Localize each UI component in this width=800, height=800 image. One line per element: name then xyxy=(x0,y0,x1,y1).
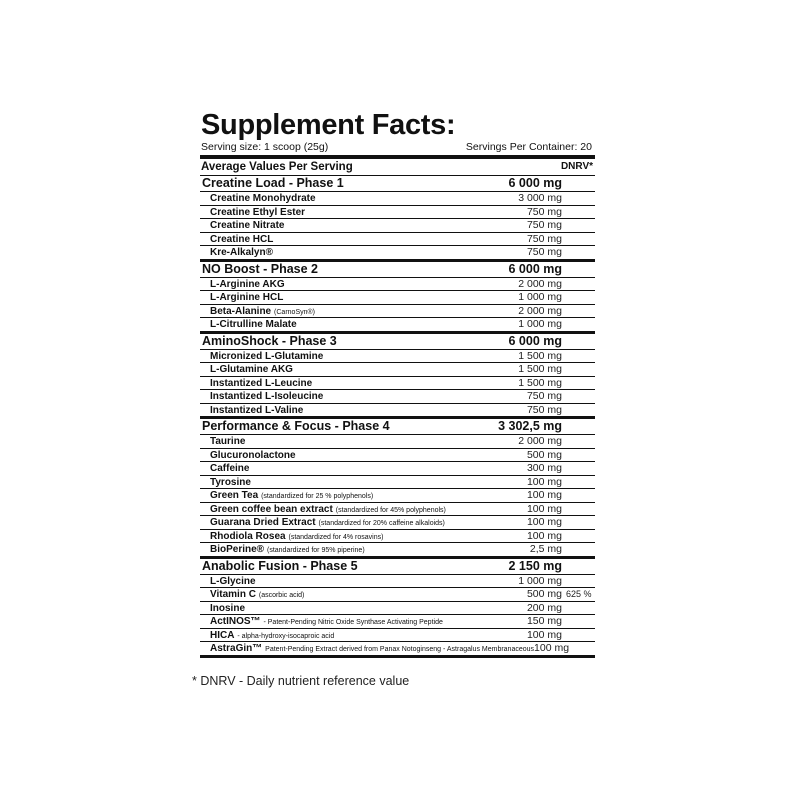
section-phase-4 xyxy=(200,419,595,559)
ingredient-amount: 1 000 mg xyxy=(518,291,562,303)
ingredient-label xyxy=(200,629,472,642)
ingredient-note: (standardized for 45% polyphenols) xyxy=(335,506,446,514)
ingredient-name: Creatine Ethyl Ester xyxy=(210,206,306,218)
avg-values-label: Average Values Per Serving xyxy=(201,161,353,173)
ingredient-note: (standardized for 4% rosavins) xyxy=(288,533,384,541)
ingredient-amount: 2 000 mg xyxy=(518,277,562,290)
ingredient-name: Vitamin C xyxy=(210,589,256,600)
ingredient-label xyxy=(200,530,472,543)
ingredient-amount: 1 500 mg xyxy=(518,363,562,375)
ingredient-name: L-Arginine AKG xyxy=(210,278,285,290)
ingredient-label xyxy=(200,642,534,655)
ingredient-label xyxy=(200,219,472,232)
section-header xyxy=(200,176,595,192)
ingredient-row xyxy=(200,233,595,247)
ingredient-row xyxy=(200,516,595,530)
ingredient-amount: 1 500 mg xyxy=(518,349,562,362)
ingredient-label xyxy=(200,543,472,556)
ingredient-dnrv: 625 % xyxy=(566,589,592,599)
section-phase-5 xyxy=(200,559,595,658)
ingredient-label xyxy=(200,516,472,529)
ingredient-note: - alpha-hydroxy-isocaproic acid xyxy=(237,632,335,640)
ingredient-name: Creatine Monohydrate xyxy=(210,193,316,204)
ingredient-row xyxy=(200,449,595,463)
ingredient-amount: 150 mg xyxy=(526,615,562,627)
ingredient-name: BioPerine® xyxy=(210,544,265,555)
ingredient-note: (ascorbic acid) xyxy=(258,592,305,599)
ingredient-row xyxy=(200,615,595,629)
section-name: AminoShock - Phase 3 xyxy=(202,333,337,348)
ingredient-name: Creatine Nitrate xyxy=(210,220,285,231)
section-header xyxy=(200,334,595,350)
section-phase-3 xyxy=(200,334,595,420)
ingredient-amount: 200 mg xyxy=(526,601,562,614)
ingredient-amount: 100 mg xyxy=(526,502,562,515)
section-name: NO Boost - Phase 2 xyxy=(202,261,318,276)
ingredient-amount: 500 mg xyxy=(526,448,562,461)
section-name: Anabolic Fusion - Phase 5 xyxy=(202,558,358,573)
ingredient-amount: 750 mg xyxy=(526,219,562,231)
ingredient-row xyxy=(200,530,595,544)
section-phase-2 xyxy=(200,262,595,334)
ingredient-amount: 100 mg xyxy=(526,489,562,501)
ingredient-row xyxy=(200,489,595,503)
ingredient-name: L-Glycine xyxy=(210,575,256,587)
ingredient-name: Taurine xyxy=(210,436,246,447)
ingredient-amount: 750 mg xyxy=(526,390,562,402)
dnrv-header: DNRV* xyxy=(560,161,593,172)
ingredient-row xyxy=(200,575,595,589)
ingredient-row xyxy=(200,435,595,449)
ingredient-label xyxy=(200,462,472,475)
ingredient-amount: 1 000 mg xyxy=(518,318,562,330)
ingredient-row xyxy=(200,476,595,490)
section-name: Creatine Load - Phase 1 xyxy=(202,176,344,190)
ingredient-label xyxy=(200,318,472,331)
section-total: 6 000 mg xyxy=(508,261,562,276)
ingredient-row xyxy=(200,305,595,319)
ingredient-amount: 2 000 mg xyxy=(518,304,562,317)
ingredient-label xyxy=(200,575,472,588)
ingredient-note: (standardized for 95% piperine) xyxy=(266,547,365,554)
ingredient-amount: 1 500 mg xyxy=(518,376,562,389)
ingredient-label xyxy=(200,602,472,615)
panel-title: Supplement Facts: xyxy=(201,109,456,141)
sections-container xyxy=(200,176,595,658)
ingredient-row xyxy=(200,543,595,556)
ingredient-name: Guarana Dried Extract xyxy=(210,517,316,528)
ingredient-label xyxy=(200,192,472,205)
ingredient-row xyxy=(200,291,595,305)
ingredient-amount: 300 mg xyxy=(526,462,562,474)
section-total: 6 000 mg xyxy=(508,333,562,348)
ingredient-name: ActINOS™ xyxy=(210,616,261,627)
section-phase-1 xyxy=(200,176,595,262)
ingredient-name: Inosine xyxy=(210,602,246,614)
section-name: Performance & Focus - Phase 4 xyxy=(202,419,390,433)
section-header xyxy=(200,559,595,575)
ingredient-name: Creatine HCL xyxy=(210,233,274,245)
section-total: 6 000 mg xyxy=(508,176,562,190)
ingredient-row xyxy=(200,363,595,377)
ingredient-row xyxy=(200,206,595,220)
ingredient-amount: 100 mg xyxy=(526,516,562,528)
ingredient-name: L-Citrulline Malate xyxy=(210,319,297,330)
ingredient-note: (standardized for 25 % polyphenols) xyxy=(261,493,374,500)
ingredient-amount: 100 mg xyxy=(526,628,562,641)
ingredient-amount: 100 mg xyxy=(534,642,570,654)
ingredient-row xyxy=(200,246,595,259)
ingredient-amount: 500 mg xyxy=(526,588,562,600)
ingredient-amount: 750 mg xyxy=(526,403,562,416)
ingredient-row xyxy=(200,318,595,331)
ingredient-row xyxy=(200,350,595,364)
ingredient-label xyxy=(200,246,472,259)
ingredient-label xyxy=(200,233,472,246)
ingredient-row xyxy=(200,602,595,616)
section-total: 2 150 mg xyxy=(508,558,562,573)
ingredient-row xyxy=(200,588,595,602)
ingredient-row xyxy=(200,404,595,417)
ingredient-label xyxy=(200,476,472,489)
ingredient-row xyxy=(200,192,595,206)
ingredient-label xyxy=(200,305,472,318)
ingredient-label xyxy=(200,503,472,516)
serving-info xyxy=(200,140,595,159)
ingredient-name: AstraGin™ xyxy=(210,643,263,654)
ingredient-name: Instantized L-Leucine xyxy=(210,377,313,389)
ingredient-note: Patent-Pending Extract derived from Panax Notoginseng - Astragalus Membranaceous xyxy=(265,646,535,653)
ingredient-name: Green Tea xyxy=(210,490,259,501)
ingredient-label xyxy=(200,435,472,448)
ingredient-amount: 750 mg xyxy=(526,246,562,258)
ingredient-amount: 100 mg xyxy=(526,529,562,542)
ingredient-name: Beta-Alanine xyxy=(210,305,272,317)
ingredient-label xyxy=(200,278,472,291)
section-total: 3 302,5 mg xyxy=(498,419,562,433)
ingredient-name: Micronized L-Glutamine xyxy=(210,350,324,362)
supplement-facts-panel xyxy=(200,110,595,658)
ingredient-name: HICA xyxy=(210,629,235,641)
serving-size: Serving size: 1 scoop (25g) xyxy=(201,141,329,153)
ingredient-label xyxy=(200,489,472,502)
ingredient-row xyxy=(200,462,595,476)
servings-per-container: Servings Per Container: 20 xyxy=(465,141,592,153)
section-header xyxy=(200,262,595,278)
ingredient-name: Kre-Alkalyn® xyxy=(210,247,273,258)
ingredient-note: (standardized for 20% caffeine alkaloids) xyxy=(318,520,445,527)
ingredient-label xyxy=(200,377,472,390)
ingredient-row xyxy=(200,629,595,643)
ingredient-amount: 750 mg xyxy=(526,232,562,245)
ingredient-amount: 3 000 mg xyxy=(518,192,562,204)
ingredient-note: - Patent-Pending Nitric Oxide Synthase Activating Peptide xyxy=(263,619,443,626)
ingredient-row xyxy=(200,278,595,292)
ingredient-amount: 2 000 mg xyxy=(518,435,562,447)
ingredient-amount: 750 mg xyxy=(526,205,562,218)
ingredient-amount: 1 000 mg xyxy=(518,574,562,587)
ingredient-row xyxy=(200,503,595,517)
ingredient-label xyxy=(200,390,472,403)
ingredient-label xyxy=(200,291,472,304)
ingredient-name: Tyrosine xyxy=(210,476,251,488)
ingredient-row xyxy=(200,390,595,404)
ingredient-name: Instantized L-Isoleucine xyxy=(210,391,324,402)
footnote: * DNRV - Daily nutrient reference value xyxy=(192,674,410,688)
ingredient-amount: 100 mg xyxy=(526,475,562,488)
ingredient-label xyxy=(200,588,472,601)
ingredient-note: (CarnoSyn®) xyxy=(274,308,315,316)
ingredient-label xyxy=(200,615,472,628)
ingredient-name: Green coffee bean extract xyxy=(210,503,333,515)
ingredient-amount: 2,5 mg xyxy=(529,543,562,555)
ingredient-name: L-Glutamine AKG xyxy=(210,364,293,375)
ingredient-label xyxy=(200,363,472,376)
ingredient-row xyxy=(200,377,595,391)
values-header xyxy=(200,159,595,176)
ingredient-label xyxy=(200,206,472,219)
ingredient-row xyxy=(200,642,595,655)
ingredient-name: Instantized L-Valine xyxy=(210,404,304,416)
section-header xyxy=(200,419,595,435)
ingredient-name: Glucuronolactone xyxy=(210,449,296,461)
ingredient-label xyxy=(200,350,472,363)
ingredient-label xyxy=(200,404,472,417)
ingredient-name: Caffeine xyxy=(210,463,250,474)
ingredient-row xyxy=(200,219,595,233)
ingredient-name: Rhodiola Rosea xyxy=(210,530,286,542)
ingredient-name: L-Arginine HCL xyxy=(210,292,284,303)
ingredient-label xyxy=(200,449,472,462)
